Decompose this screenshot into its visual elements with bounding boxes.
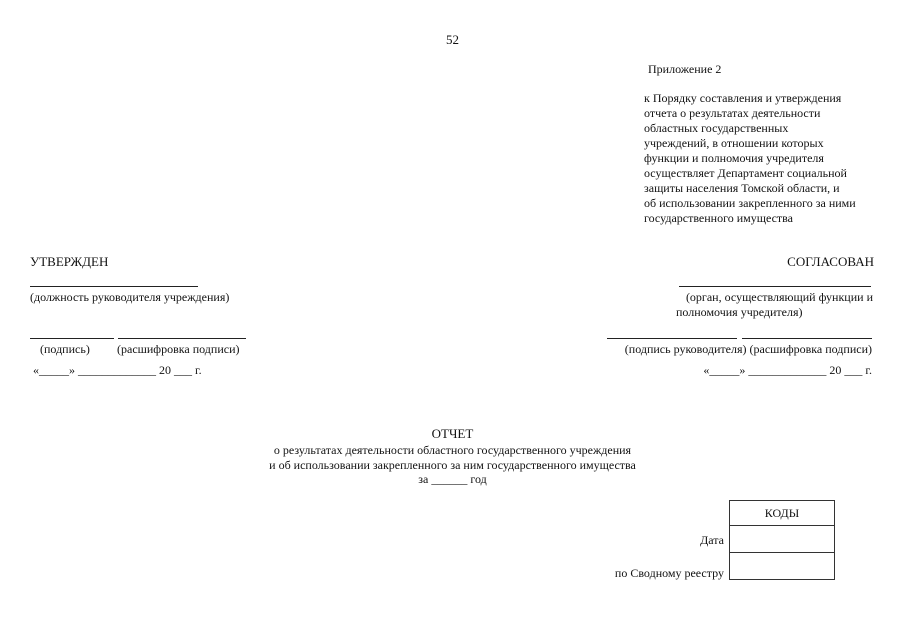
organ-line	[679, 286, 871, 287]
agreed-signature-caption: (подпись руководителя) (расшифровка подписи)	[624, 342, 872, 356]
appendix-line: областных государственных	[644, 121, 789, 135]
appendix-line: отчета о результатах деятельности	[644, 106, 821, 120]
codes-header: КОДЫ	[730, 501, 835, 526]
report-subtitle: и об использовании закрепленного за ним государственного имущества	[269, 458, 636, 472]
registry-row-label: по Сводному реестру	[614, 566, 724, 580]
appendix-line: об использовании закрепленного за ними	[644, 196, 856, 210]
decoding-caption: (расшифровка подписи)	[117, 342, 240, 356]
appendix-line: учреждений, в отношении которых	[644, 136, 824, 150]
agreed-date-line: «_____» _____________ 20 ___ г.	[703, 363, 872, 377]
approved-date-line: «_____» _____________ 20 ___ г.	[33, 363, 202, 377]
report-subtitle: о результатах деятельности областного государственного учреждения	[273, 443, 632, 457]
signature-caption: (подпись)	[40, 342, 90, 356]
appendix-line: государственного имущества	[644, 211, 794, 225]
appendix-line: осуществляет Департамент социальной	[644, 166, 847, 180]
appendix-line: защиты населения Томской области, и	[644, 181, 840, 195]
appendix-line: к Порядку составления и утверждения	[644, 91, 842, 105]
appendix-line: функции и полномочия учредителя	[644, 151, 824, 165]
page-number: 52	[446, 32, 459, 47]
head-signature-line	[607, 338, 737, 339]
position-caption: (должность руководителя учреждения)	[30, 290, 230, 304]
agreed-heading: СОГЛАСОВАН	[787, 254, 874, 269]
codes-table	[729, 500, 835, 580]
appendix-text	[644, 91, 894, 226]
date-row-label: Дата	[700, 533, 724, 547]
approved-heading: УТВЕРЖДЕН	[30, 254, 109, 269]
organ-caption-2: полномочия учредителя)	[676, 305, 803, 319]
decoding-line	[118, 338, 246, 339]
report-title: ОТЧЕТ	[431, 426, 474, 441]
report-period: за ______ год	[418, 472, 487, 486]
head-decoding-line	[742, 338, 872, 339]
signature-line	[30, 338, 114, 339]
date-code-cell[interactable]	[730, 526, 835, 553]
appendix-title: Приложение 2	[648, 62, 722, 76]
organ-caption-1: (орган, осуществляющий функции и	[685, 290, 873, 304]
registry-code-cell[interactable]	[730, 553, 835, 580]
position-line	[30, 286, 198, 287]
